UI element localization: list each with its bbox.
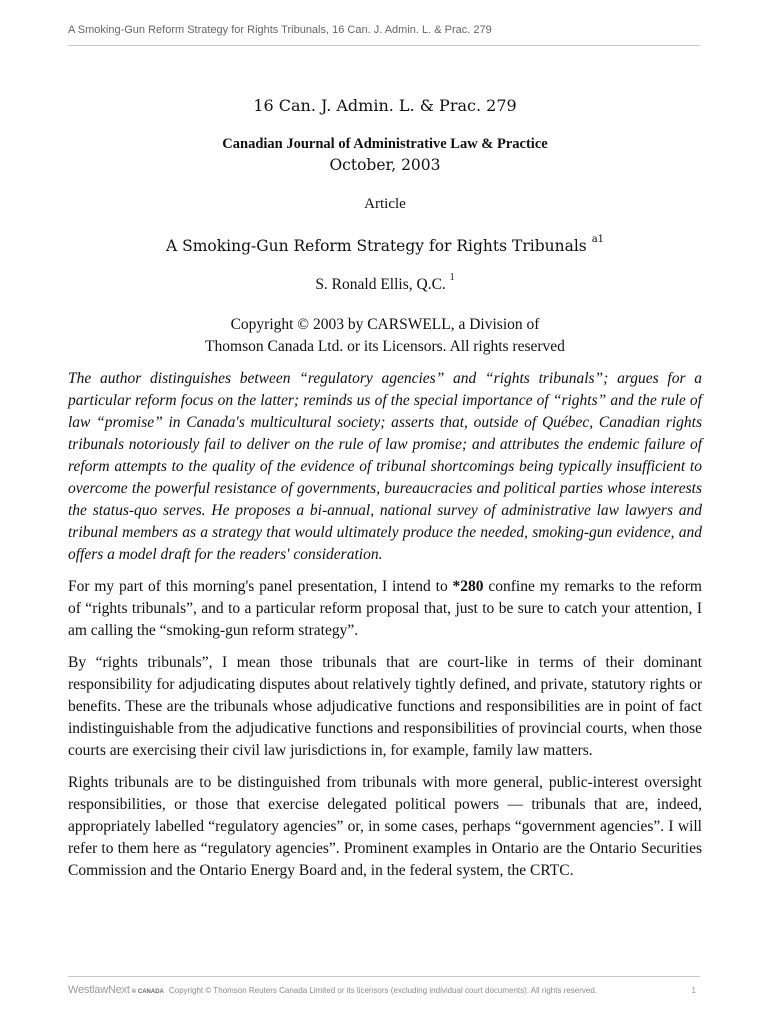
document-type: Article — [364, 196, 406, 212]
paragraph-1-end: confine my remarks to the reform of “rights tribunals”, and to a particular reform proposal that, just to be sure to catch your attention, I am calling the “smoking-gun reform strategy”. — [68, 578, 702, 640]
citation: 16 Can. J. Admin. L. & Prac. 279 — [253, 96, 517, 115]
title-footnote-link[interactable]: a1 — [591, 234, 605, 245]
author-footnote-link[interactable]: 1 — [449, 272, 455, 284]
page-footer — [68, 976, 700, 996]
copyright-notice — [68, 314, 702, 358]
westlaw-logo: WestlawNext — [68, 984, 130, 996]
author-name: S. Ronald Ellis, Q.C. — [315, 276, 446, 294]
footer-copyright: Copyright © Thomson Reuters Canada Limited or its licensors (excluding individual court documents). All rights reserved. — [168, 986, 598, 995]
westlaw-region-label: © CANADA — [131, 989, 164, 995]
copyright-line-1: Copyright © 2003 by CARSWELL, a Division of — [230, 316, 540, 334]
article-title — [68, 234, 702, 256]
running-header: A Smoking-Gun Reform Strategy for Rights Tribunals, 16 Can. J. Admin. L. & Prac. 279 — [68, 24, 700, 46]
paragraph-2: By “rights tribunals”, I mean those tribunals that are court-like in terms of their dominant responsibility for adjudicating disputes about relatively tightly defined, and private, statutory rights or benefits. These are the tribunals whose adjudicative functions and responsibilities are in point of fact indistinguishable from the adjudicative functions and responsibilities of provincial courts, when those courts are exercising their civil law jurisdictions in, for example, family law matters. — [68, 654, 702, 760]
page-number: 1 — [691, 986, 696, 995]
abstract: The author distinguishes between “regulatory agencies” and “rights tribunals”; argues for a particular reform focus on the latter; reminds us of the special importance of “rights” and the rule of law “promise” in Canada's multicultural society; asserts that, outside of Québec, Canadian rights tribunals notoriously fail to deliver on the rule of law promise; and attributes the endemic failure of reform attempts to the quality of the evidence of tribunal shortcomings being typically insufficient to overcome the powerful resistance of governments, bureaucracies and political parties whose interests the status-quo serves. He proposes a bi-annual, national survey of administrative law lawyers and tribunal members as a strategy that would ultimately produce the needed, smoking-gun evidence, and offers a model draft for the readers' consideration. — [68, 370, 702, 564]
article-title-text: A Smoking-Gun Reform Strategy for Rights Tribunals — [165, 237, 587, 256]
document-body — [68, 96, 702, 882]
author — [68, 272, 702, 294]
journal-name: Canadian Journal of Administrative Law & Practice — [222, 136, 548, 152]
paragraph-1 — [68, 576, 702, 642]
star-page-marker: *280 — [452, 578, 484, 596]
paragraph-3: Rights tribunals are to be distinguished from tribunals with more general, public-interest oversight responsibilities, or those that exercise delegated political powers — tribunals that are, indeed, appropriately labelled “regulatory agencies” or, in some cases, perhaps “government agencies”. I will refer to them here as “regulatory agencies”. Prominent examples in Ontario are the Ontario Securities Commission and the Ontario Energy Board and, in the federal system, the CRTC. — [68, 774, 702, 880]
paragraph-1-start: For my part of this morning's panel presentation, I intend to — [68, 578, 453, 596]
copyright-line-2: Thomson Canada Ltd. or its Licensors. All rights reserved — [205, 338, 565, 356]
publication-date: October, 2003 — [329, 156, 441, 174]
